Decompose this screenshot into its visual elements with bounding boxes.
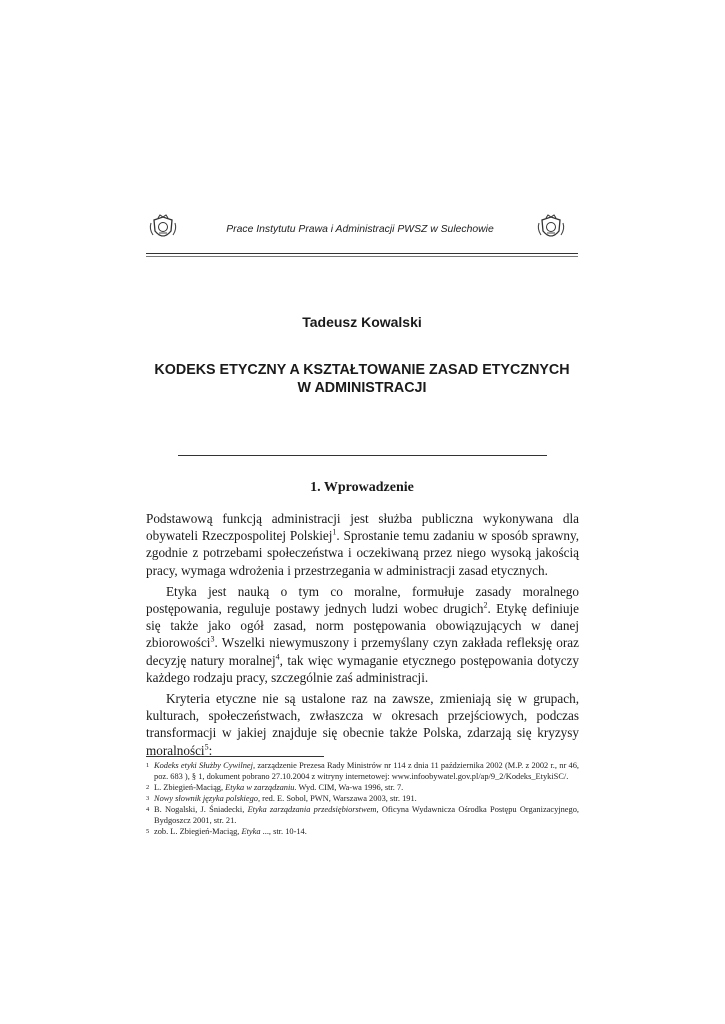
running-header-title: Prace Instytutu Prawa i Administracji PWSZ w Sulechowie (226, 224, 494, 235)
footnote-number: 5 (146, 828, 150, 835)
author-name: Tadeusz Kowalski (302, 314, 422, 330)
footnote (146, 804, 579, 826)
footnote (146, 782, 579, 793)
footnote-title: Etyka (241, 827, 261, 836)
header-divider-thin (146, 256, 578, 257)
paragraph-text: . Etykę definiuje się także jako ogół zasad, norm postępowania obowiązujących w danej zbiorowości (146, 601, 579, 651)
section-heading: 1. Wprowadzenie (310, 480, 414, 495)
body-text (146, 510, 579, 763)
footnote-number: 2 (146, 784, 150, 791)
paragraph (146, 690, 579, 759)
footnote-author: B. Nogalski, J. Śniadecki, (154, 805, 248, 814)
footnote-ref[interactable]: 1 (332, 527, 337, 537)
paragraph (146, 583, 579, 686)
footnote-title: Kodeks etyki Służby Cywilnej, (154, 761, 256, 770)
footnote-text: ..., str. 10-14. (260, 827, 307, 836)
institute-crest-icon (148, 214, 178, 244)
footnote-ref[interactable]: 5 (204, 742, 209, 752)
paragraph-text: . Wszelki niewymuszony i przemyślany czyn zakłada refleksję oraz decyzję natury moralnej (146, 635, 579, 668)
footnote-ref[interactable]: 3 (210, 635, 215, 645)
footnote-ref[interactable]: 2 (483, 600, 488, 610)
footnote-author: L. Zbiegień-Maciąg, (154, 783, 226, 792)
paragraph-text: : (208, 742, 213, 758)
paragraph-text: Podstawową funkcją administracji jest służba publiczna wykonywana dla obywateli Rzeczpospolitej Polskiej (146, 511, 579, 544)
paragraph-text: , tak więc wymaganie etycznego postępowania dotyczy każdego rodzaju pracy, szczególnie zaś administracji. (146, 652, 579, 685)
article-title-line: KODEKS ETYCZNY A KSZTAŁTOWANIE ZASAD ETYCZNYCH (154, 362, 570, 378)
footnote-text: Oficyna Wydawnicza Ośrodka Postępu Organizacyjnego, Bydgoszcz 2001, str. 21. (154, 805, 579, 825)
article-title (146, 361, 578, 397)
header-divider (146, 253, 578, 254)
footnote-title: Etyka w zarządzaniu. (225, 783, 297, 792)
footnote-text: red. E. Sobol, PWN, Warszawa 2003, str. 191. (260, 794, 417, 803)
paragraph-text: Etyka jest nauką o tym co moralne, formułuje zasady moralnego postępowania, reguluje postawy jednych ludzi wobec drugich (146, 583, 579, 617)
footnote (146, 793, 579, 804)
footnote-text: Wyd. CIM, Wa-wa 1996, str. 7. (296, 783, 404, 792)
paragraph-text: Kryteria etyczne nie są ustalone raz na zawsze, zmieniają się w grupach, kulturach, społeczeństwach, zwłaszcza w okresach przejściowych, podczas transformacji w jakiej znajduje się obecnie także Polska, zdarzają się kryzysy moralności (146, 691, 579, 758)
institute-crest-icon (536, 214, 566, 244)
footnote-divider (146, 756, 324, 757)
paragraph (146, 510, 579, 579)
footnote-text: zarządzenie Prezesa Rady Ministrów nr 114 z dnia 11 października 2002 (M.P. z 2002 r., nr 46, poz. 683 ), § 1, dokument pobrano 27.10.2004 z witryny internetowej: www.infoobywatel.gov.pl/ap/9_2/Kodeks_EtykiSC/. (154, 761, 579, 781)
footnote-number: 1 (146, 762, 150, 769)
paragraph-text: . Sprostanie temu zadaniu w sposób sprawny, zgodnie z potrzebami społeczeństwa i oczekiwaną przez niego wysoką jakością pracy, wymaga wdrożenia i przestrzegania w administracji zasad etycznych. (146, 528, 579, 578)
footnote (146, 826, 579, 837)
article-title-line: W ADMINISTRACJI (297, 380, 427, 396)
title-divider (178, 455, 547, 456)
footnotes (146, 760, 579, 837)
footnote-ref[interactable]: 4 (275, 652, 280, 662)
footnote (146, 760, 579, 782)
footnote-number: 4 (146, 806, 150, 813)
footnote-title: Nowy słownik języka polskiego, (154, 794, 261, 803)
footnote-number: 3 (146, 795, 150, 802)
footnote-title: Etyka zarządzania przedsiębiorstwem, (247, 805, 379, 814)
footnote-author: zob. L. Zbiegień-Maciąg, (154, 827, 242, 836)
